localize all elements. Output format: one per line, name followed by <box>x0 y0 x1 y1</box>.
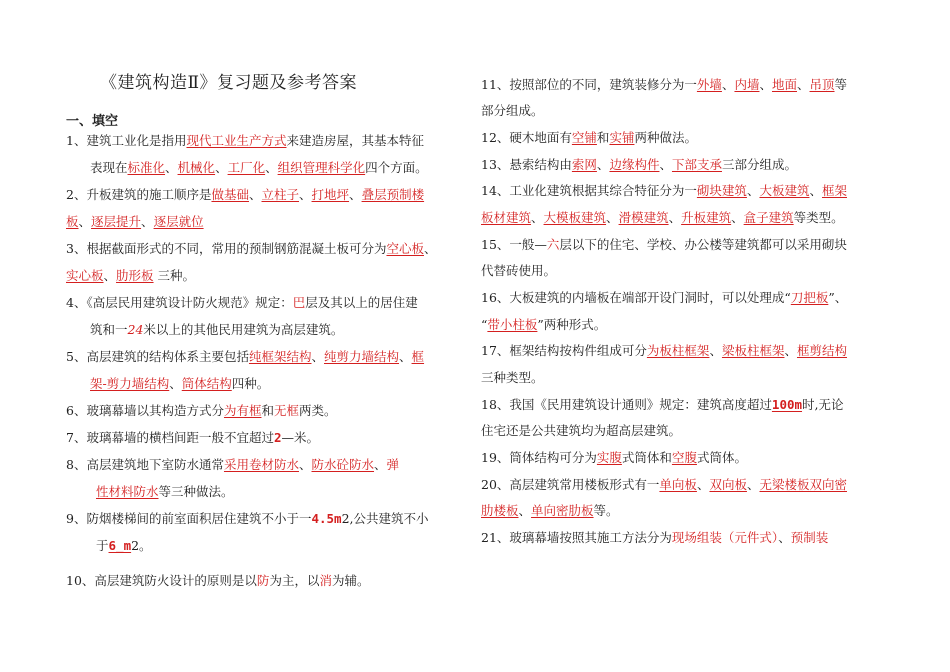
question-line <box>481 317 606 333</box>
question-text: 表现在 <box>90 160 128 175</box>
question-text: 于 <box>96 538 109 553</box>
question-text: 、 <box>311 349 324 364</box>
answer-text: 筒体结构 <box>181 376 232 391</box>
question-text: 18、我国《民用建筑设计通则》规定：建筑高度超过 <box>481 397 772 412</box>
question-text: 、 <box>606 210 619 225</box>
question-text: 、 <box>349 187 362 202</box>
answer-text: 性材料防水 <box>96 484 159 499</box>
answer-text: 吊顶 <box>809 77 835 92</box>
question-text: 21、玻璃幕墙按照其施工方法分为 <box>481 530 672 545</box>
question-line <box>66 187 424 203</box>
question-line <box>481 477 847 493</box>
answer-text: 纯框架结构 <box>248 349 312 364</box>
question-line <box>481 370 544 386</box>
answer-text: 6_m <box>108 538 132 553</box>
question-text: 式筒体和 <box>621 450 672 465</box>
question-text: 、 <box>668 210 682 225</box>
answer-text: 4.5m <box>311 511 342 526</box>
question-text: —米。 <box>281 430 320 445</box>
answer-text: 组织管理科学化 <box>277 160 366 175</box>
answer-text: 机械化 <box>177 160 216 175</box>
answer-text: 空心板 <box>386 241 424 256</box>
answer-text: 2 <box>273 430 282 445</box>
answer-text: 双向板 <box>709 477 747 492</box>
question-text: 、 <box>531 210 544 225</box>
answer-text: 地面 <box>771 77 797 92</box>
question-text: 7、玻璃幕墙的横档间距一般不宜超过 <box>66 430 274 445</box>
answer-text: 单向板 <box>659 477 697 492</box>
question-text: 、 <box>299 187 312 202</box>
question-text: 20、高层建筑常用楼板形式有一 <box>481 477 660 492</box>
question-text: 2,公共建筑不小 <box>341 511 429 526</box>
question-text: 17、框架结构按构件组成可分 <box>481 343 647 358</box>
question-line <box>66 403 337 419</box>
question-line <box>66 349 424 365</box>
question-text: 、 <box>78 214 92 229</box>
question-text: 等。 <box>593 503 619 518</box>
question-line <box>66 268 195 284</box>
answer-text: 六 <box>546 237 560 252</box>
question-text: 、 <box>399 349 412 364</box>
question-text: 2。 <box>131 538 152 553</box>
answer-text: 单向密肋板 <box>531 503 594 518</box>
question-line <box>96 538 152 554</box>
question-text: 筑和一 <box>90 322 128 337</box>
question-text: 、 <box>215 160 228 175</box>
question-text: 等三种做法。 <box>158 484 234 499</box>
question-line <box>66 241 437 257</box>
question-text: 16、大板建筑的内墙板在端部开设门洞时，可以处理成“ <box>481 290 791 305</box>
answer-text: 框剪结构 <box>796 343 847 358</box>
question-text: ”两种形式。 <box>537 317 607 332</box>
question-text: 时,无论 <box>802 397 844 412</box>
answer-text: 框架 <box>821 183 847 198</box>
question-text: 15、一般— <box>481 237 547 252</box>
answer-text: 带小柱板 <box>487 317 538 332</box>
answer-text: 板材建筑 <box>481 210 532 225</box>
answer-text: 现代工业生产方式 <box>186 133 287 148</box>
answer-text: 肋形板 <box>116 268 154 283</box>
question-text: 来建造房屋，其基本特征 <box>286 133 424 148</box>
answer-text: 梁板柱框架 <box>721 343 785 358</box>
question-line <box>481 423 681 439</box>
question-text: 11、按照部位的不同，建筑装修分为一 <box>481 77 697 92</box>
question-line <box>481 450 747 466</box>
question-line <box>96 484 234 500</box>
answer-text: 打地坪 <box>311 187 350 202</box>
question-text: 、 <box>596 157 610 172</box>
answer-text: 为有框 <box>223 403 262 418</box>
question-line <box>66 457 399 473</box>
question-line <box>481 210 844 226</box>
question-line <box>66 214 204 230</box>
question-text: 1、建筑工业化是指用 <box>66 133 187 148</box>
question-text: 代替砖使用。 <box>481 263 557 278</box>
question-text: 米以上的其他民用建筑为高层建筑。 <box>143 322 344 337</box>
answer-text: 立柱子 <box>261 187 300 202</box>
question-text: 、 <box>784 343 797 358</box>
question-text: 、 <box>298 457 312 472</box>
answer-text: 工厂化 <box>227 160 266 175</box>
answer-text: 24 <box>127 322 144 337</box>
question-text: 、 <box>759 77 772 92</box>
answer-text: 实腹 <box>596 450 622 465</box>
answer-text: 下部支承 <box>671 157 722 172</box>
question-text: 8、高层建筑地下室防水通常 <box>66 457 224 472</box>
answer-text: 现场组装（元件式） <box>671 530 779 545</box>
question-line <box>481 183 847 199</box>
question-text: 12、硬木地面有 <box>481 130 572 145</box>
answer-text: 采用卷材防水 <box>223 457 299 472</box>
question-line <box>481 237 847 253</box>
answer-text: 消 <box>319 573 332 588</box>
question-text: 、 <box>696 477 710 492</box>
answer-text: 逐层提升 <box>91 214 142 229</box>
question-line <box>481 290 847 306</box>
question-text: 10、高层建筑防火设计的原则是以 <box>66 573 257 588</box>
question-text: 、 <box>731 210 744 225</box>
question-text: 、 <box>141 214 154 229</box>
question-text: 式筒体。 <box>696 450 747 465</box>
question-text: 、 <box>659 157 672 172</box>
answer-text: 100m <box>771 397 803 412</box>
question-line <box>66 295 418 311</box>
question-text: 层及其以上的居住建 <box>305 295 418 310</box>
answer-text: 纯剪力墙结构 <box>324 349 400 364</box>
question-line <box>481 343 847 359</box>
section-heading: 一、填空 <box>66 114 119 129</box>
answer-text: 大模板建筑 <box>543 210 607 225</box>
question-text: 、 <box>778 530 791 545</box>
question-text: 19、筒体结构可分为 <box>481 450 597 465</box>
question-text: 、 <box>709 343 722 358</box>
answer-text: 巴 <box>292 295 306 310</box>
question-text: 、 <box>518 503 532 518</box>
question-line <box>481 77 847 93</box>
answer-text: 砌块建筑 <box>696 183 747 198</box>
question-text: 、 <box>423 241 437 256</box>
answer-text: 肋楼板 <box>481 503 519 518</box>
answer-text: 内墙 <box>734 77 760 92</box>
question-line <box>66 511 429 527</box>
document-title: 《建筑构造Ⅱ》复习题及参考答案 <box>100 73 358 93</box>
answer-text: 防水砼防水 <box>311 457 375 472</box>
question-text: 、 <box>248 187 262 202</box>
question-text: 、 <box>165 160 178 175</box>
answer-text: 板 <box>66 214 79 229</box>
question-line <box>90 376 269 392</box>
question-line <box>90 160 428 176</box>
answer-text: 实铺 <box>609 130 635 145</box>
question-text: 等类型。 <box>793 210 844 225</box>
question-text: 2、升板建筑的施工顺序是 <box>66 187 212 202</box>
question-line <box>66 573 369 589</box>
answer-text: 实心板 <box>66 268 104 283</box>
answer-text: 空铺 <box>571 130 597 145</box>
question-text: 和 <box>596 130 610 145</box>
answer-text: 做基础 <box>211 187 249 202</box>
answer-text: 空腹 <box>671 450 697 465</box>
question-line <box>481 103 544 119</box>
question-text: 三部分组成。 <box>721 157 797 172</box>
question-line <box>481 503 619 519</box>
answer-text: 弹 <box>386 457 400 472</box>
answer-text: 升板建筑 <box>681 210 732 225</box>
answer-text: 无梁楼板双向密 <box>759 477 847 492</box>
question-text: 3、根据截面形式的不同，常用的预制钢筋混凝土板可分为 <box>66 241 387 256</box>
question-text: 为主，以 <box>269 573 320 588</box>
answer-text: 滑模建筑 <box>618 210 669 225</box>
answer-text: 逐层就位 <box>153 214 204 229</box>
question-text: 4、《高层民用建筑设计防火规范》规定： <box>66 295 293 310</box>
question-text: 13、悬索结构由 <box>481 157 572 172</box>
question-text: 5、高层建筑的结构体系主要包括 <box>66 349 249 364</box>
question-text: 、 <box>797 77 810 92</box>
question-line <box>481 263 556 279</box>
question-line <box>481 157 797 173</box>
question-text: 、 <box>721 77 735 92</box>
question-text: ”、 <box>828 290 848 305</box>
answer-text: 无框 <box>274 403 300 418</box>
question-text: 两类。 <box>299 403 337 418</box>
question-text: 14、工业化建筑根据其综合特征分为一 <box>481 183 697 198</box>
answer-text: 盒子建筑 <box>743 210 794 225</box>
answer-text: 叠层预制楼 <box>361 187 425 202</box>
question-text: 等 <box>834 77 848 92</box>
answer-text: 索网 <box>571 157 597 172</box>
answer-text: 大板建筑 <box>759 183 810 198</box>
question-text: 9、防烟楼梯间的前室面积居住建筑不小于一 <box>66 511 312 526</box>
answer-text: 刀把板 <box>790 290 829 305</box>
question-line <box>481 530 828 546</box>
answer-text: 预制装 <box>790 530 829 545</box>
question-text: 、 <box>746 477 760 492</box>
question-text: 和 <box>261 403 274 418</box>
question-line <box>66 133 424 149</box>
question-text: 两种做法。 <box>634 130 697 145</box>
question-text: 、 <box>809 183 822 198</box>
answer-text: 防 <box>256 573 270 588</box>
answer-text: 标准化 <box>127 160 166 175</box>
question-text: 层以下的住宅、学校、办公楼等建筑都可以采用砌块 <box>559 237 847 252</box>
question-text: 6、玻璃幕墙以其构造方式分 <box>66 403 224 418</box>
question-text: 、 <box>103 268 117 283</box>
question-text: 四种。 <box>231 376 270 391</box>
question-text: 、 <box>374 457 387 472</box>
question-text: 三种类型。 <box>481 370 544 385</box>
answer-text: 为板柱框架 <box>646 343 710 358</box>
answer-text: 架-剪力墙结构 <box>90 376 170 391</box>
answer-text: 外墙 <box>696 77 722 92</box>
question-text: 为辅。 <box>331 573 370 588</box>
question-text: 部分组成。 <box>481 103 544 118</box>
question-text: 四个方面。 <box>365 160 428 175</box>
answer-text: 框 <box>411 349 425 364</box>
question-line <box>481 397 844 413</box>
question-text: 、 <box>265 160 278 175</box>
question-text: 住宅还是公共建筑均为超高层建筑。 <box>481 423 682 438</box>
question-text: “ <box>481 317 488 332</box>
question-line <box>66 430 319 446</box>
answer-text: 边缘构件 <box>609 157 660 172</box>
question-line <box>90 322 343 338</box>
question-text: 、 <box>169 376 182 391</box>
question-text: 、 <box>746 183 760 198</box>
question-line <box>481 130 697 146</box>
question-text: 三种。 <box>153 268 196 283</box>
